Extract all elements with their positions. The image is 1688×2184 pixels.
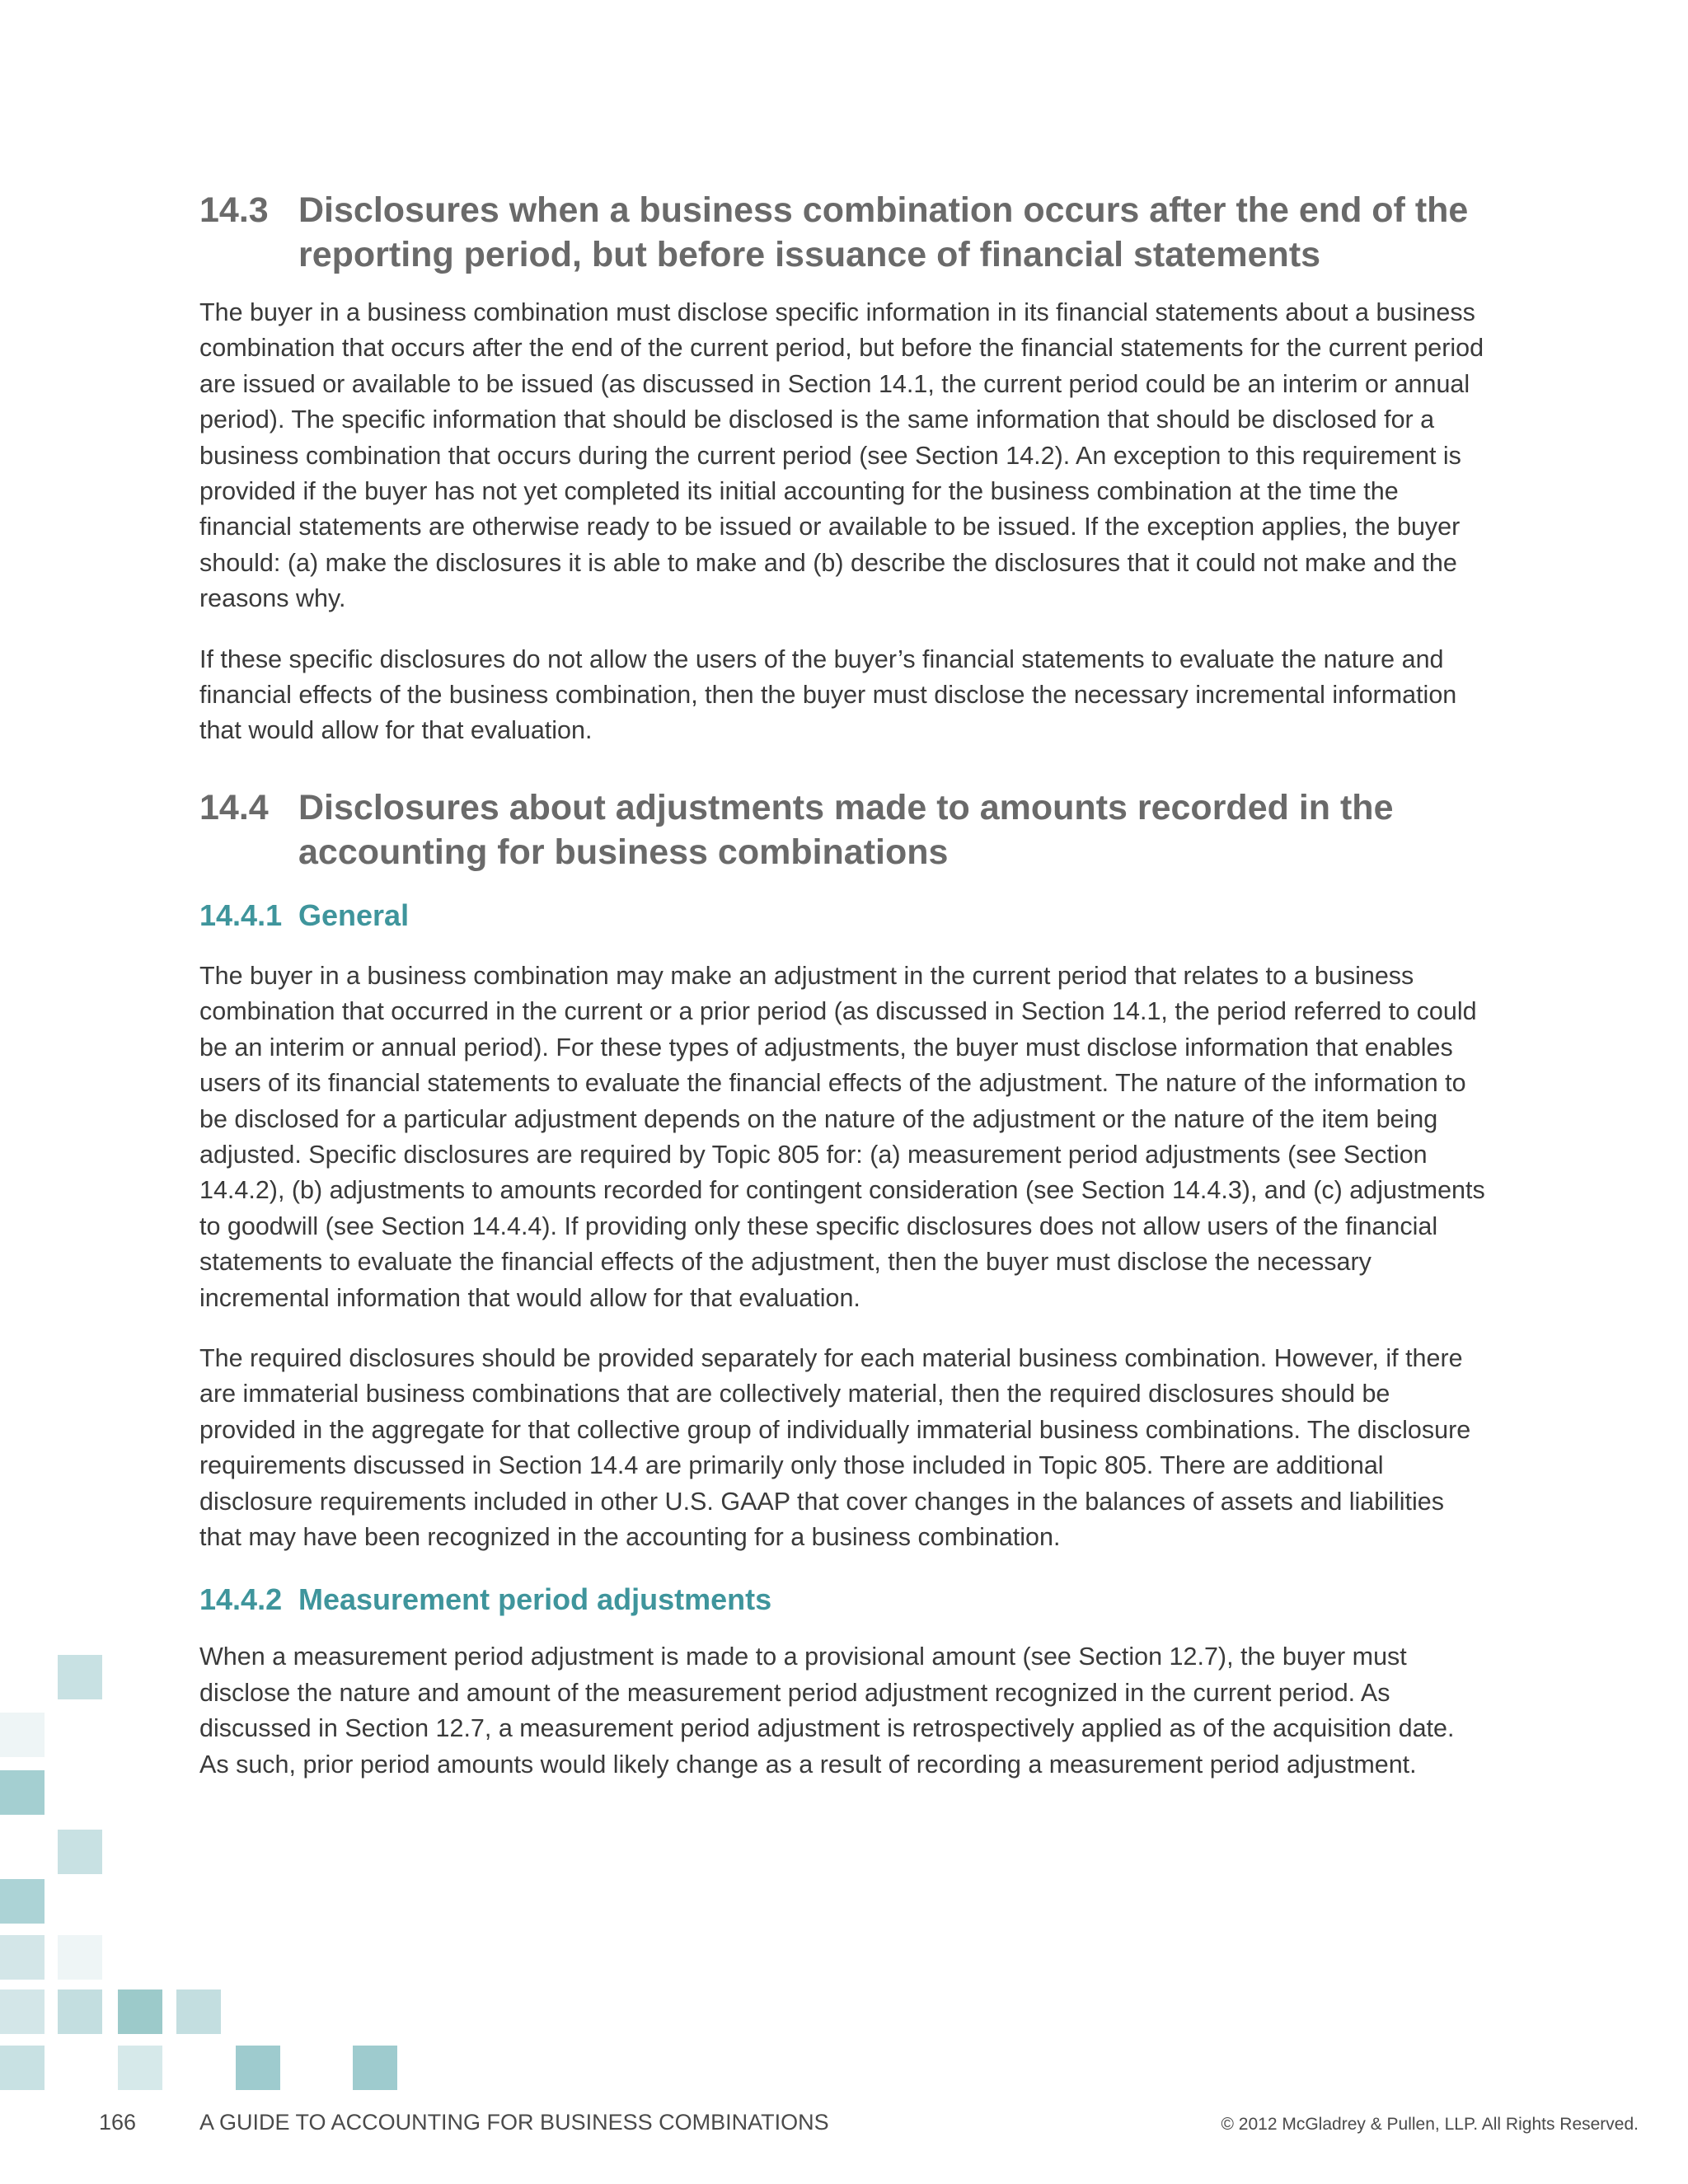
decor-square	[353, 2046, 397, 2090]
decor-square	[118, 2046, 162, 2090]
decor-square	[0, 1990, 45, 2034]
subsection-number: 14.4.2	[199, 1582, 283, 1617]
decor-square	[58, 1935, 102, 1980]
subsection-number: 14.4.1	[199, 898, 283, 932]
paragraph: When a measurement period adjustment is made to a provisional amount (see Section 12.7), the buyer must disclose the nature and amount of the measurement period adjustment recognized in the current period. As discussed in Section 12.7, a measurement period adjustment is retrospectively applied as of the acquisition date. As such, prior period amounts would likely change as a result of recording a measurement period adjustment.	[199, 1643, 1455, 1779]
decor-square	[236, 2046, 280, 2090]
subsection-title: General	[298, 898, 410, 932]
copyright-notice: © 2012 McGladrey & Pullen, LLP. All Rights Reserved.	[1221, 2115, 1639, 2134]
subsection-heading-14-4-1	[199, 898, 1485, 934]
paragraph: The buyer in a business combination must disclose specific information in its financial statements about a business combination that occurs after the end of the current period, but before the financial statements for the current period are issued or available to be issued (as discussed in Section 14.1, the current period could be an interim or annual period). The specific information that should be disclosed is the same information that should be disclosed for a business combination that occurs during the current period (see Section 14.2). An exception to this requirement is provided if the buyer has not yet completed its initial accounting for the business combination at the time the financial statements are otherwise ready to be issued or available to be issued. If the exception applies, the buyer should: (a) make the disclosures it is able to make and (b) describe the disclosures that it could not make and the reasons why.	[199, 298, 1484, 613]
section-heading-14-3	[199, 188, 1485, 277]
section-number: 14.3	[199, 190, 269, 230]
paragraph: If these specific disclosures do not allow the users of the buyer’s financial statements to evaluate the nature and financial effects of the business combination, then the buyer must disclose the necessary incremental information that would allow for that evaluation.	[199, 644, 1457, 745]
subsection-heading-14-4-2	[199, 1582, 1485, 1618]
decor-square	[176, 1990, 221, 2034]
decor-square	[58, 1830, 102, 1874]
subsection-title: Measurement period adjustments	[298, 1582, 772, 1617]
section-number: 14.4	[199, 787, 269, 827]
section-heading-14-4	[199, 785, 1485, 874]
section-title: Disclosures about adjustments made to amounts recorded in the accounting for business combinations	[298, 787, 1394, 872]
page-number: 166	[99, 2110, 137, 2135]
paragraph: The buyer in a business combination may make an adjustment in the current period that relates to a business combination that occurred in the current or a prior period (as discussed in Section 14.1, the period referred to could be an interim or annual period). For these types of adjustments, the buyer must disclose information that enables users of its financial statements to evaluate the financial effects of the adjustment. The nature of the information to be disclosed for a particular adjustment depends on the nature of the adjustment or the nature of the item being adjusted. Specific disclosures are required by Topic 805 for: (a) measurement period adjustments (see Section 14.4.2), (b) adjustments to amounts recorded for contingent consideration (see Section 14.4.3), and (c) adjustments to goodwill (see Section 14.4.4). If providing only these specific disclosures does not allow users of the financial statements to evaluate the financial effects of the adjustment, then the buyer must disclose the necessary incremental information that would allow for that evaluation.	[199, 961, 1485, 1312]
decor-square	[118, 1990, 162, 2034]
decor-square	[0, 1770, 45, 1815]
section-title: Disclosures when a business combination occurs after the end of the reporting period, but before issuance of financial statements	[298, 190, 1469, 274]
paragraph: The required disclosures should be provided separately for each material business combination. However, if there are immaterial business combinations that are collectively material, then the required disclosures should be provided in the aggregate for that collective group of individually immaterial business combinations. The disclosure requirements discussed in Section 14.4 are primarily only those included in Topic 805. There are additional disclosure requirements included in other U.S. GAAP that cover changes in the balances of assets and liabilities that may have been recognized in the accounting for a business combination.	[199, 1343, 1471, 1551]
decor-square	[0, 1935, 45, 1980]
decor-square	[0, 1879, 45, 1924]
decor-square	[58, 1990, 102, 2034]
decor-square	[0, 2046, 45, 2090]
book-title: A GUIDE TO ACCOUNTING FOR BUSINESS COMBINATIONS	[199, 2110, 829, 2135]
page-content	[199, 188, 1485, 1783]
decor-square	[58, 1655, 102, 1699]
decor-square	[0, 1713, 45, 1757]
